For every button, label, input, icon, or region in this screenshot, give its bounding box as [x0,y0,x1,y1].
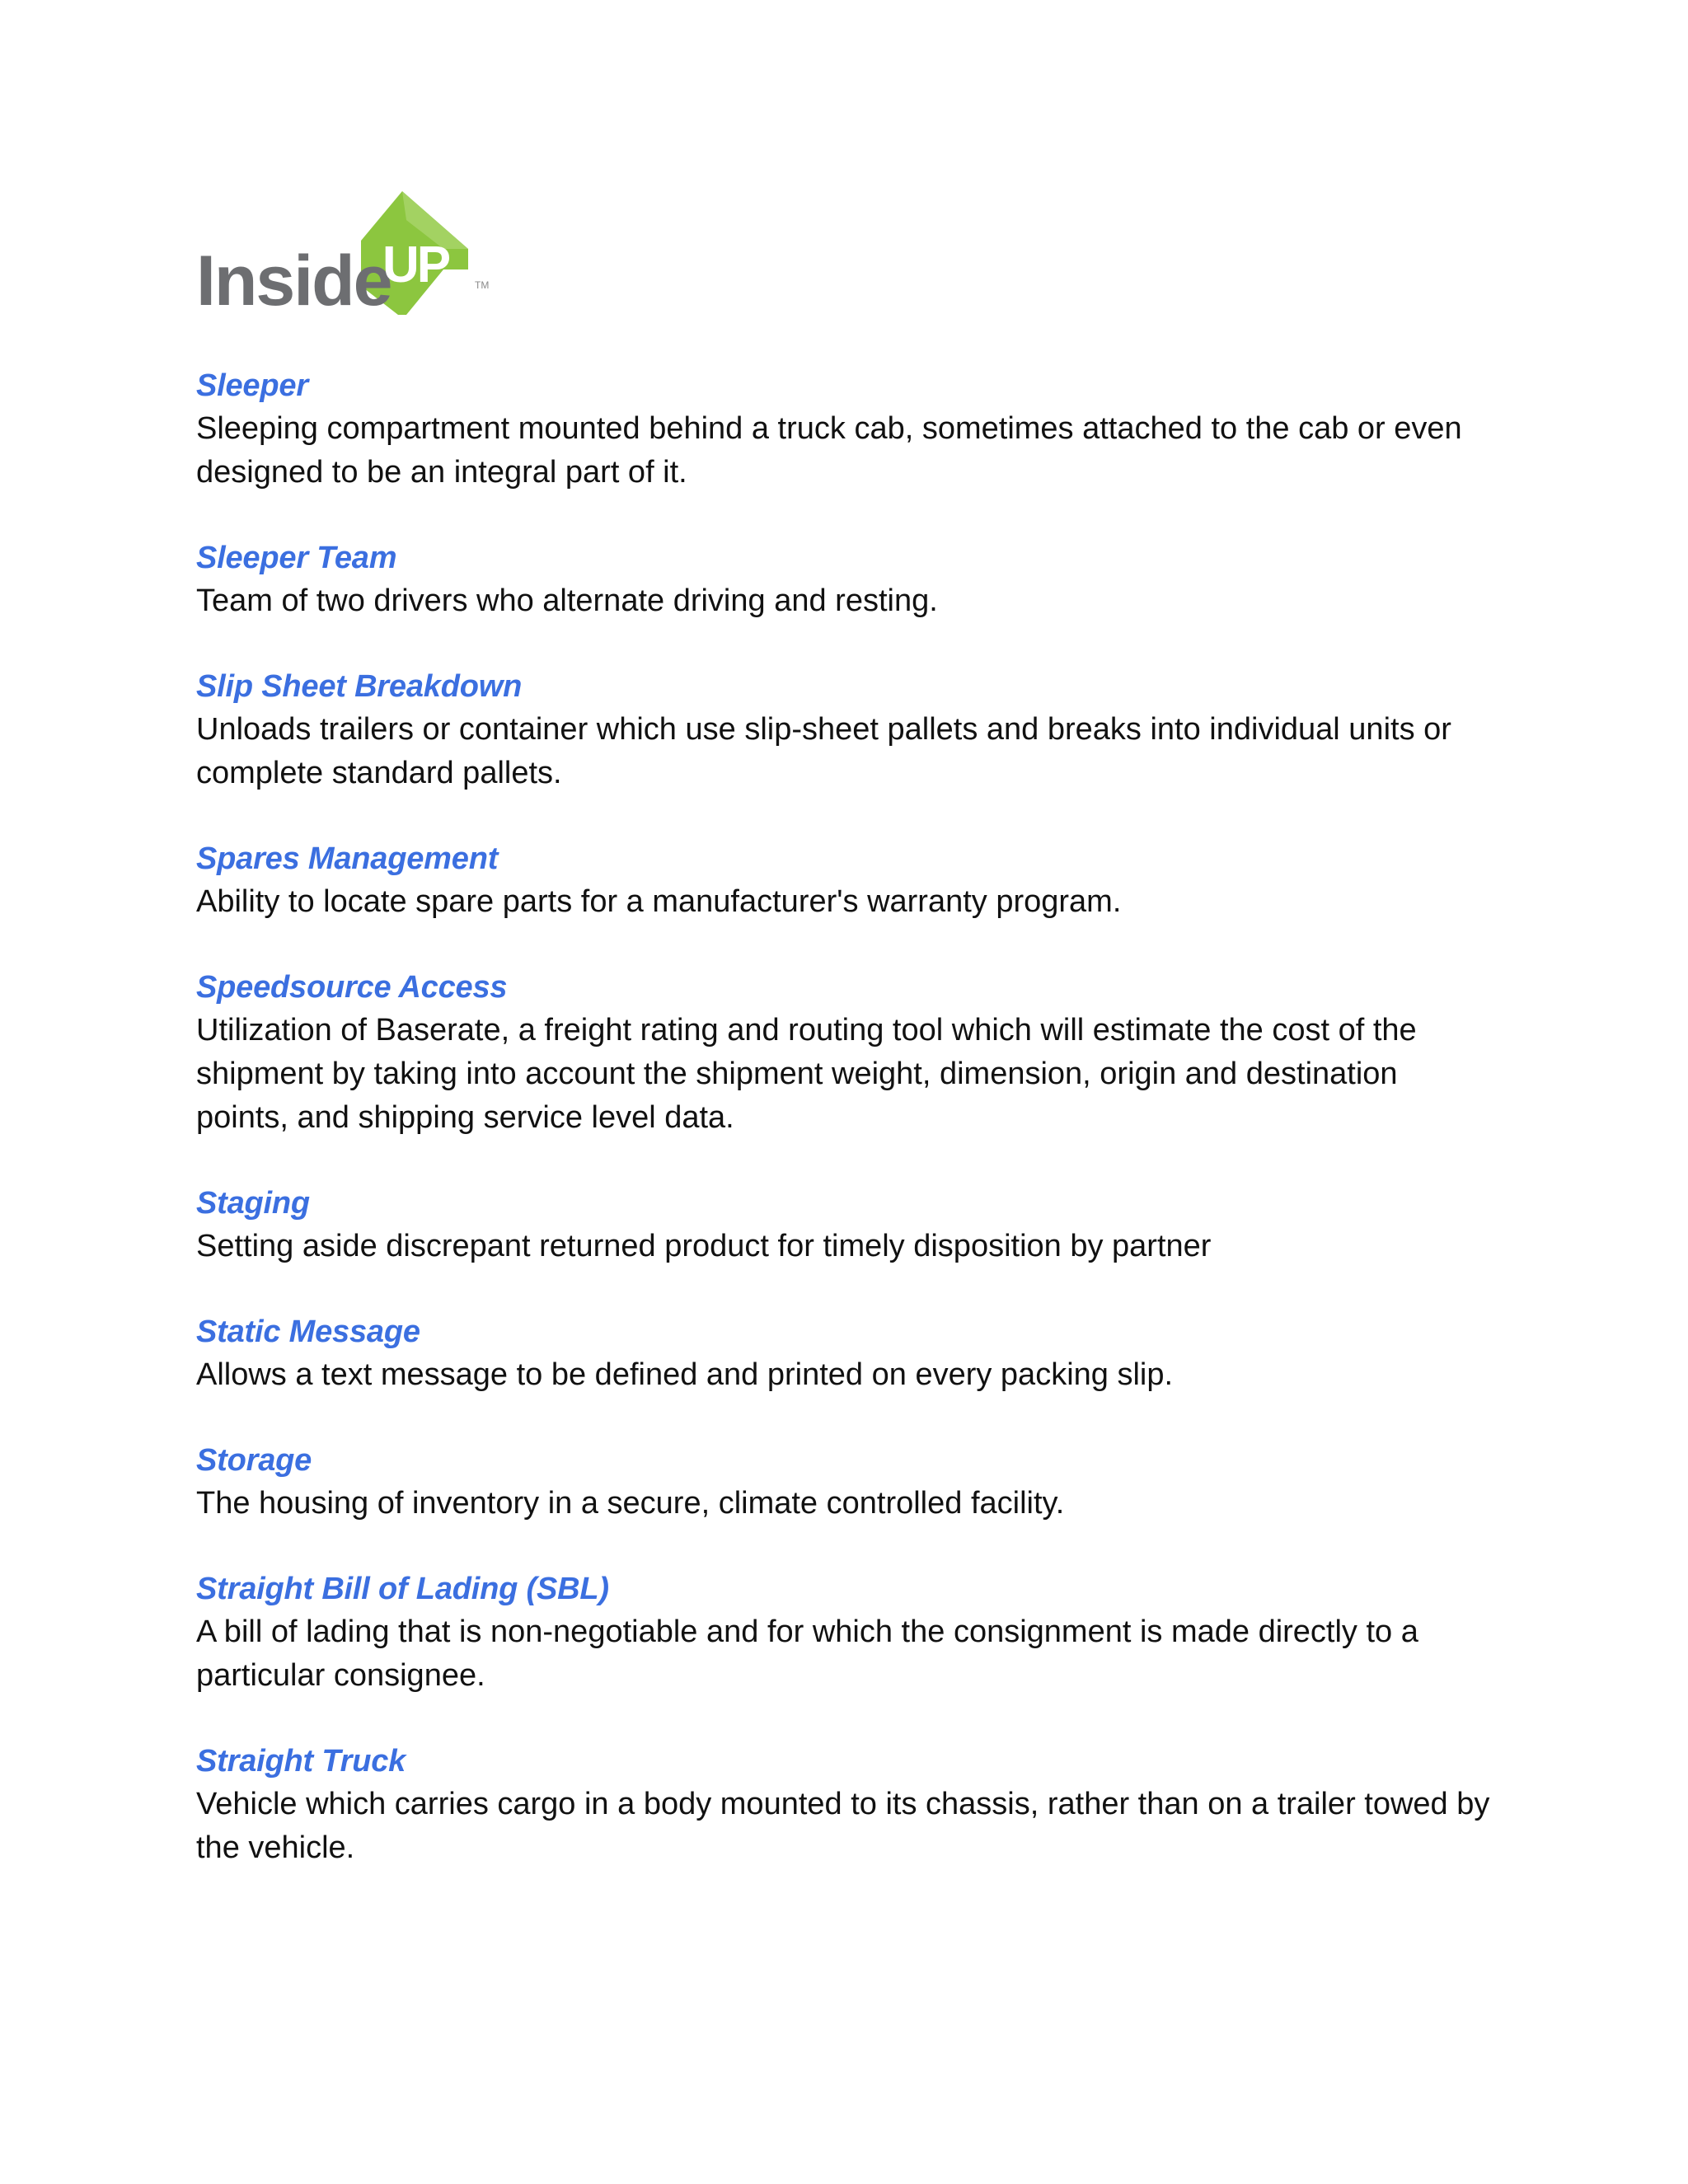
glossary-list [196,364,1498,1912]
glossary-definition: The housing of inventory in a secure, climate controlled facility. [196,1486,1065,1521]
glossary-definition: A bill of lading that is non-negotiable and for which the consignment is made directly to a particular consignee. [196,1615,1418,1693]
glossary-definition: Ability to locate spare parts for a manufacturer's warranty program. [196,884,1122,919]
glossary-term: Sleeper Team [196,541,397,575]
glossary-term: Slip Sheet Breakdown [196,669,523,704]
glossary-term: Static Message [196,1315,420,1349]
glossary-definition: Setting aside discrepant returned product for timely disposition by partner [196,1229,1212,1263]
glossary-term: Straight Truck [196,1744,406,1779]
glossary-definition: Vehicle which carries cargo in a body mounted to its chassis, rather than on a trailer towed by the vehicle. [196,1787,1490,1865]
insideup-logo [196,191,509,323]
logo-trademark: TM [475,279,490,291]
insideup-logo-graphic [196,191,509,323]
glossary-entry [196,364,1498,494]
glossary-term: Spares Management [196,841,499,876]
glossary-term: Speedsource Access [196,970,508,1005]
glossary-entry [196,966,1498,1140]
glossary-definition: Utilization of Baserate, a freight rating and routing tool which will estimate the cost of the shipment by taking into account the shipment weight, dimension, origin and destination points, and shipping service level data. [196,1013,1417,1135]
glossary-term: Storage [196,1443,312,1478]
glossary-entry [196,1310,1498,1397]
glossary-definition: Team of two drivers who alternate driving and resting. [196,583,938,618]
glossary-definition: Unloads trailers or container which use slip-sheet pallets and breaks into individual units or complete standard pallets. [196,712,1451,790]
glossary-entry [196,665,1498,795]
glossary-entry [196,837,1498,924]
glossary-entry [196,537,1498,623]
glossary-definition: Allows a text message to be defined and printed on every packing slip. [196,1357,1174,1392]
glossary-entry [196,1439,1498,1526]
glossary-term: Straight Bill of Lading (SBL) [196,1572,609,1606]
glossary-entry [196,1182,1498,1268]
logo-badge-text: UP [382,237,449,293]
glossary-term: Sleeper [196,368,308,403]
logo-wordmark: Inside [196,241,392,321]
glossary-entry [196,1740,1498,1870]
glossary-entry [196,1568,1498,1698]
glossary-definition: Sleeping compartment mounted behind a truck cab, sometimes attached to the cab or even designed to be an integral part of it. [196,411,1462,490]
glossary-term: Staging [196,1186,310,1221]
